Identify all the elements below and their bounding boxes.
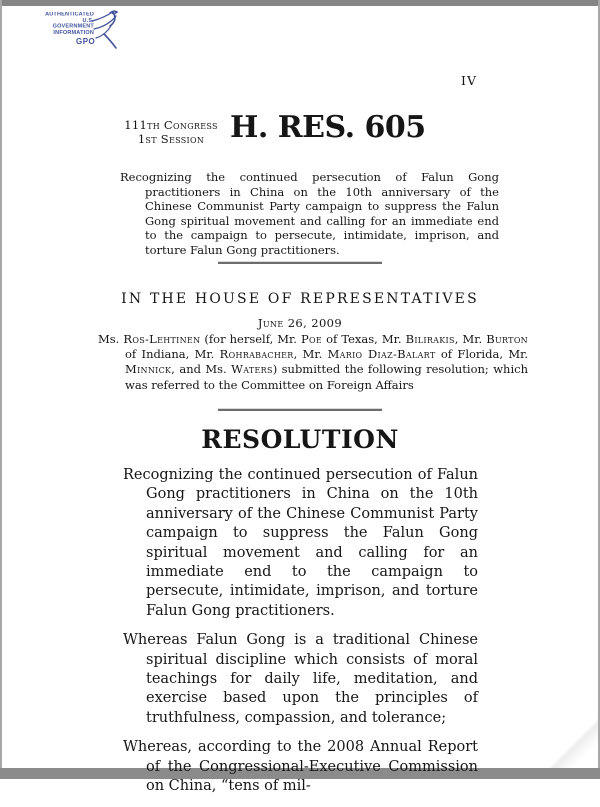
page-corner-shadow: [548, 706, 598, 768]
chamber-heading: IN THE HOUSE OF REPRESENTATIVES: [121, 291, 479, 307]
sponsor-text: , Mr.: [454, 332, 487, 346]
gpo-authenticated-seal: [36, 8, 120, 52]
resolution-preamble: Recognizing the continued persecution of Falun Gong practitioners in China on the 10th anniversary of the Chinese Communist Party campaign to suppress the Falun Gong spiritual movement and calling for an immediate end to the campaign to persecute, intimidate, imprison, and torture Falun Gong practitioners.: [123, 467, 478, 619]
sponsor-text: (for herself, Mr.: [200, 332, 301, 346]
sponsor-text: of Indiana, Mr.: [125, 347, 220, 362]
sponsor-text: of Florida, Mr.: [435, 347, 528, 362]
page-left-edge: [0, 0, 2, 779]
gpo-seal-line1: AUTHENTICATED: [45, 12, 94, 18]
resolution-heading: RESOLUTION: [201, 425, 399, 454]
gpo-logo-text: GPO: [76, 37, 96, 46]
page-top-edge: [0, 0, 600, 6]
sponsor-paragraph: [98, 332, 528, 393]
sponsor-name: Rohrabacher: [219, 347, 294, 362]
whereas-clause: Whereas Falun Gong is a traditional Chinese spiritual discipline which consists of moral teachings for daily life, meditation, and exercise based upon the principles of truthfulness, compassion, and tolerance;: [123, 632, 478, 726]
sponsor-text: ) submitted the following resolution; which was referred to the Committee on Foreign Affairs: [125, 362, 528, 392]
sponsor-text: , Mr.: [293, 347, 328, 362]
sponsor-name: Bilirakis: [405, 332, 455, 346]
sponsor-text: of Texas, Mr.: [322, 332, 406, 346]
whereas-clause: Whereas, according to the 2008 Annual Report of the Congressional-Executive Commission on China, “tens of mil-: [123, 739, 478, 795]
separator-rule-top: [218, 261, 382, 264]
page-number: IV: [461, 73, 477, 88]
date-line: June 26, 2009: [257, 316, 343, 330]
resolution-body: [123, 466, 478, 807]
session-line: 1st Session: [137, 131, 205, 146]
congress-session-block: [116, 119, 226, 146]
sponsor-name: Burton: [486, 332, 528, 346]
sponsor-name: Waters: [231, 362, 273, 377]
official-title: Recognizing the continued persecution of Falun Gong practitioners in China on the 10th anniversary of the Chinese Communist Party campaign to suppress the Falun Gong spiritual movement and calling for an immediate end to the campaign to persecute, intimidate, imprison, and torture Falun Gong practitioners.: [120, 170, 499, 257]
separator-rule-bottom: [218, 408, 382, 411]
sponsor-text: Ms.: [98, 332, 124, 346]
sponsor-text: , and Ms.: [171, 362, 232, 377]
whereas-section: [123, 631, 478, 796]
congress-line: 111th Congress: [124, 118, 218, 132]
sponsor-name: Minnick: [125, 362, 172, 377]
gpo-seal-line2: U.S. GOVERNMENT: [52, 18, 94, 30]
bill-number: H. RES. 605: [230, 110, 426, 145]
sponsor-name: Ros-Lehtinen: [123, 332, 201, 346]
sponsor-name: Mario Diaz-Balart: [327, 347, 436, 362]
sponsor-name: Poe: [301, 332, 323, 346]
gpo-eagle-icon: [86, 8, 120, 52]
gpo-seal-line3: INFORMATION: [53, 30, 94, 36]
